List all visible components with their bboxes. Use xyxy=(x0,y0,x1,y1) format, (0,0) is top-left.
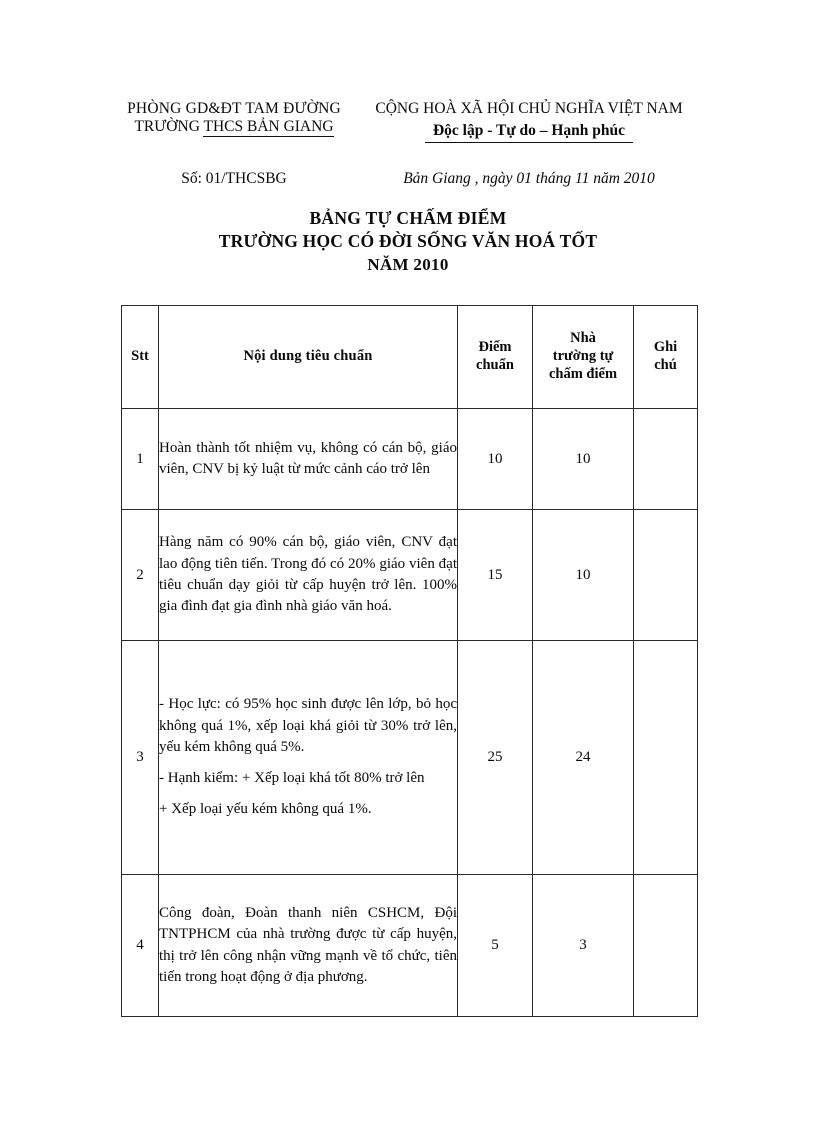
row-index: 3 xyxy=(122,641,159,875)
title-line-2: TRƯỜNG HỌC CÓ ĐỜI SỐNG VĂN HOÁ TỐT xyxy=(218,231,598,252)
self-assessment-table xyxy=(121,305,698,1017)
letterhead xyxy=(113,100,703,143)
criteria-paragraph: - Hạnh kiểm: + Xếp loại khá tốt 80% trở lên xyxy=(159,770,425,787)
header-note-line1: Ghi xyxy=(653,339,678,356)
row-note xyxy=(634,510,698,641)
national-heading xyxy=(355,100,703,143)
department-name: PHÒNG GD&ĐT TAM ĐƯỜNG xyxy=(127,100,341,117)
school-name xyxy=(113,118,355,136)
table-row xyxy=(122,641,698,875)
table-row xyxy=(122,510,698,641)
row-standard-score: 15 xyxy=(458,510,533,641)
header-stt: Stt xyxy=(122,306,159,409)
title-line-3: NĂM 2010 xyxy=(367,254,449,274)
document-title xyxy=(113,207,703,276)
criteria-paragraph: + Xếp loại yếu kém không quá 1%. xyxy=(159,801,372,818)
row-criteria xyxy=(159,875,458,1017)
criteria-paragraph: - Học lực: có 95% học sinh được lên lớp, bỏ học không quá 1%, xếp loại khá giỏi từ 30% trở lên, yếu kém không quá 5%. xyxy=(159,696,457,755)
table-header xyxy=(122,306,698,409)
header-self-score-line3: chấm điểm xyxy=(548,365,618,382)
table-header-row xyxy=(122,306,698,409)
criteria-paragraph: Công đoàn, Đoàn thanh niên CSHCM, Đội TNTPHCM của nhà trường được từ cấp huyện, thị trở lên công nhận vững mạnh về tổ chức, tiên tiến trong hoạt động ở địa phương. xyxy=(159,904,457,985)
row-self-score: 3 xyxy=(533,875,634,1017)
row-index: 4 xyxy=(122,875,159,1017)
header-standard-score-line1: Điểm xyxy=(478,339,512,356)
row-standard-score: 5 xyxy=(458,875,533,1017)
table-row xyxy=(122,875,698,1017)
national-motto: Độc lập - Tự do – Hạnh phúc xyxy=(425,121,633,144)
header-note-line2: chú xyxy=(654,357,677,373)
row-self-score: 10 xyxy=(533,409,634,510)
document-number: Số: 01/THCSBG xyxy=(181,170,287,187)
title-line-1: BẢNG TỰ CHẤM ĐIỂM xyxy=(309,208,507,228)
header-self-score-line1: Nhà xyxy=(570,330,596,347)
table-body xyxy=(122,409,698,1017)
header-self-score-line2: trường tự xyxy=(552,348,614,365)
row-note xyxy=(634,641,698,875)
criteria-paragraph: Hoàn thành tốt nhiệm vụ, không có cán bộ, giáo viên, CNV bị kỷ luật từ mức cảnh cáo trở lên xyxy=(159,439,457,477)
row-criteria xyxy=(159,409,458,510)
document-meta xyxy=(113,170,703,188)
row-note xyxy=(634,875,698,1017)
row-index: 1 xyxy=(122,409,159,510)
header-standard-score xyxy=(458,306,533,409)
header-note xyxy=(634,306,698,409)
place-and-date: Bản Giang , ngày 01 tháng 11 năm 2010 xyxy=(403,170,655,187)
header-content: Nội dung tiêu chuẩn xyxy=(159,306,458,409)
issuing-organization xyxy=(113,100,355,137)
row-index: 2 xyxy=(122,510,159,641)
row-criteria xyxy=(159,641,458,875)
school-name-prefix: TRƯỜNG xyxy=(134,118,204,136)
row-self-score: 10 xyxy=(533,510,634,641)
row-standard-score: 10 xyxy=(458,409,533,510)
row-note xyxy=(634,409,698,510)
country-name: CỘNG HOÀ XÃ HỘI CHỦ NGHĨA VIỆT NAM xyxy=(375,100,683,117)
row-self-score: 24 xyxy=(533,641,634,875)
row-standard-score: 25 xyxy=(458,641,533,875)
row-criteria xyxy=(159,510,458,641)
header-standard-score-line2: chuẩn xyxy=(476,357,514,373)
table-row xyxy=(122,409,698,510)
school-name-underlined: THCS BẢN GIANG xyxy=(203,118,334,136)
criteria-paragraph: Hàng năm có 90% cán bộ, giáo viên, CNV đạt lao động tiên tiến. Trong đó có 20% giáo viên đạt tiêu chuẩn dạy giỏi từ cấp huyện trở lên. 100% gia đình đạt gia đình nhà giáo văn hoá. xyxy=(159,534,457,615)
header-self-score xyxy=(533,306,634,409)
